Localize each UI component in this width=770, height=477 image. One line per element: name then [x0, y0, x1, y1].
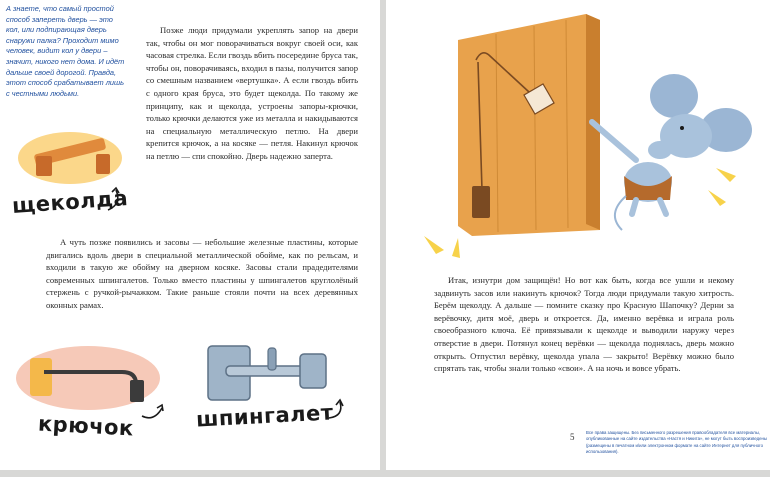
mouse-leg	[632, 200, 636, 214]
sparkle-shape	[708, 190, 726, 206]
latch-mount	[36, 156, 52, 176]
sparkle-shape	[424, 236, 444, 254]
aside-note: А знаете, что самый простой способ запереть дверь — это кол, или подпирающая дверь снаружи палка? Проходит мимо человек, видит кол у двери – значит, никого нет дома. И идёт дальше своей дорогой. Правда, этот способ срабатывает лишь с честными людьми.	[6, 4, 125, 98]
sparkle-shape	[716, 168, 736, 182]
bolt-handle	[268, 348, 276, 370]
mouse-ear	[650, 74, 698, 118]
door-illustration	[386, 0, 770, 262]
sparkle-shape	[452, 238, 460, 258]
paragraph-1: Позже люди придумали укреплять запор на двери так, чтобы он мог поворачиваться вокруг своей оси, как часовая стрелка. Если гвоздь вбить посередине бруса так, чтобы он, поворачиваясь, входил в пазы, получится запор со смешным названием «вертушка». А если гвоздь вбить с одного края бруса, это будет щеколда. По такому же принципу, как и щеколда, устроены запоры-крючки, только крючки делаются уже из металла и накидываются на специальную металлическую петлю. На двери крепится крючок, а на косяке — петля. Накинул крючок на петлю — спи спокойно. Дверь надежно заперта.	[146, 25, 358, 161]
bolt-illustration	[196, 338, 346, 404]
copyright-footnote: Все права защищены. Без письменного разрешения правообладателя все материалы, опубликованные на сайте издательства «Настя и Никита», не могут быть воспроизведены (размещены в печатном и/или электронном формате на сайте Интернет для публичного использования).	[586, 430, 768, 455]
body-column-right	[434, 274, 734, 375]
hook-eye-plate	[130, 380, 144, 402]
hook-illustration	[14, 338, 164, 412]
body-column-bottom	[46, 236, 358, 312]
latch-catch	[96, 154, 110, 174]
mouse-tail	[615, 196, 626, 230]
left-page	[0, 0, 380, 470]
latch-illustration	[14, 126, 126, 186]
bolt-rod	[226, 366, 306, 376]
curved-arrow-icon	[326, 398, 348, 422]
mouse-leg	[660, 200, 666, 214]
right-page	[386, 0, 770, 470]
label-zaschelka: щеколда	[11, 185, 129, 219]
bolt-plate-right	[300, 354, 326, 388]
label-shpingalet: шпингалет	[195, 400, 335, 432]
hook-plate	[30, 358, 52, 396]
paragraph-2: А чуть позже появились и засовы — небольшие железные пластины, которые двигались вдоль двери в специальной металлической обойме, как по рельсам, и входили в такую же обойму на дверном косяке. Засовы стали прадедителями современных шпингалетов. Только вместо пластины у шпингалетов круглолёный стержень с ручкой-рычажком. Такие раньше стояли почти на всех деревянных оконных рамах.	[46, 237, 358, 310]
curved-arrow-icon	[140, 402, 166, 424]
body-column-top	[146, 24, 358, 163]
paragraph-right: Итак, изнутри дом защищён! Но вот как быть, когда все ушли и некому задвинуть засов или накинуть крючок? Тогда люди придумали такую хитрость. Берём щеколду. А дальше — помните сказку про Красную Шапочку? Дерни за верёвочку, дитя моё, дверь и откроется. Да, именно верёвка и играла роль своеобразного ключа. Её привязывали к щеколде и выводили наружу через отверстие в двери. Потянул конец верёвки — щеколда поднялась, дверь можно открыть. Отпустил верёвку, щеколда упала — закрыто! Верёвку можно было спрятать так, чтобы знали только «свои». А на ночь и вовсе убрать.	[434, 275, 734, 374]
label-kryuchok: крючок	[37, 411, 135, 441]
latch-block	[472, 186, 490, 218]
mouse-eye	[680, 126, 684, 130]
mouse-snout	[648, 141, 672, 159]
page-number: 5	[570, 432, 575, 442]
